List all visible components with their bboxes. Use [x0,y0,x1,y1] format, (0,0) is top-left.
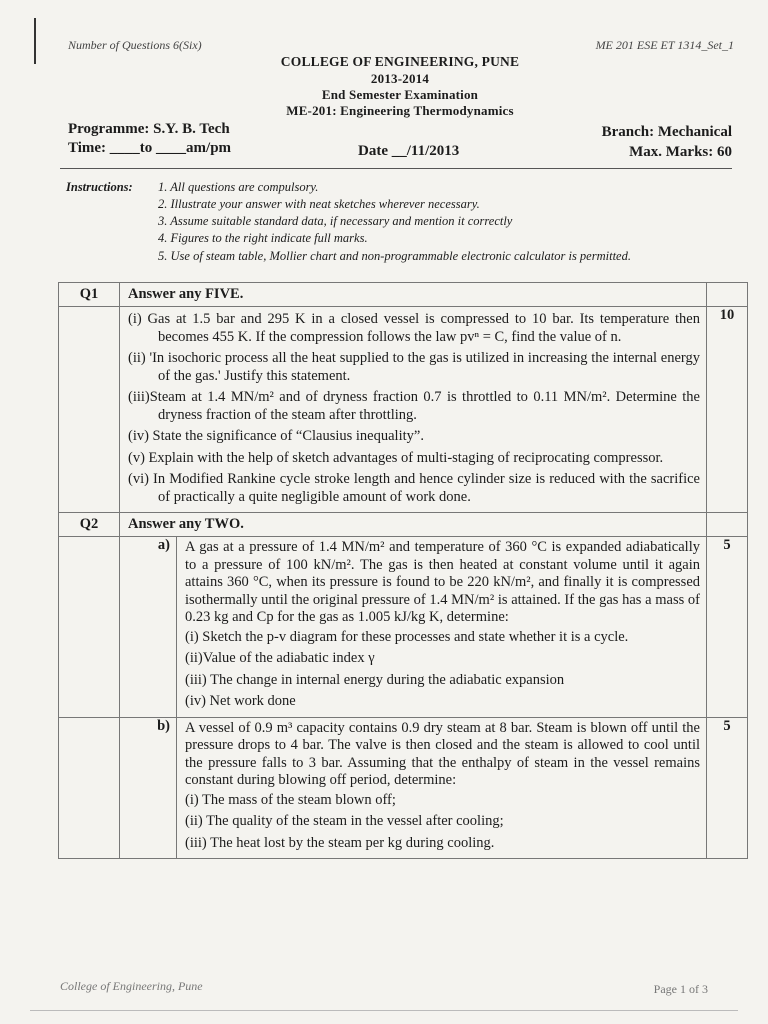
q1-item: (ii) 'In isochoric process all the heat supplied to the gas is utilized in increasing the internal energy of the gas.' Justify this statement. [128,350,700,384]
q2b-row [59,717,748,859]
question-count: Number of Questions 6(Six) [68,38,202,52]
instruction-item: 1. All questions are compulsory. [158,180,319,194]
q2a-item: (i) Sketch the p-v diagram for these processes and state whether it is a cycle. [185,628,629,645]
q1-item: (v) Explain with the help of sketch advantages of multi-staging of reciprocating compressor. [128,449,664,466]
page-number: Page 1 of 3 [653,982,708,996]
course-title: ME-201: Engineering Thermodynamics [286,103,514,118]
q1-body-row [59,307,748,513]
exam-name: End Semester Examination [321,87,479,102]
q1-item: (iv) State the significance of “Clausius inequality”. [128,428,424,444]
instruction-item: 4. Figures to the right indicate full marks. [158,231,368,245]
q2a-marks: 5 [707,537,748,718]
academic-year: 2013-2014 [370,71,430,86]
paper-code: ME 201 ESE ET 1314_Set_1 [595,38,734,52]
q2-header-row [59,513,748,537]
q2a-body [177,537,707,718]
q2a-text: A gas at a pressure of 1.4 MN/m² and temperature of 360 °C is expanded adiabatically to a pressure of 100 kN/m². The gas is then heated at constant volume until it again attains 360 °C, when its pressure is found to be 220 kN/m², and finally it is compressed isothermally until the original pressure of 1.4 MN/m² is attained. If the gas has a mass of 0.23 kg and Cp for the gas as 1.005 kJ/kg K, determine: [185,539,700,625]
footer-college: College of Engineering, Pune [60,979,203,993]
q2a-item: (ii)Value of the adiabatic index γ [185,650,375,666]
branch: Branch: Mechanical [601,124,732,140]
college-name: COLLEGE OF ENGINEERING, PUNE [280,54,520,69]
q2-label: Q2 [59,513,120,537]
exam-time: Time: ____to ____am/pm [68,140,232,156]
q1-items [120,307,707,513]
q2b-item: (i) The mass of the steam blown off; [185,791,396,808]
q2a-row [59,537,748,718]
q1-title: Answer any FIVE. [120,283,707,307]
q2a-label: a) [120,537,177,718]
q1-marks: 10 [707,307,748,513]
max-marks: Max. Marks: 60 [629,144,732,160]
instructions-label: Instructions: [66,180,133,194]
instruction-item: 5. Use of steam table, Mollier chart and non-programmable electronic calculator is permitted. [158,249,631,263]
q2a-item: (iii) The change in internal energy during the adiabatic expansion [185,671,565,688]
q1-item: (iii)Steam at 1.4 MN/m² and of dryness fraction 0.7 is throttled to 0.11 MN/m². Determine the dryness fraction of the steam after throttling. [128,389,700,423]
q1-item: (i) Gas at 1.5 bar and 295 K in a closed vessel is compressed to 10 bar. Its temperature then becomes 455 K. If the compression follows the law pvⁿ = C, find the value of n. [128,311,700,345]
q1-item: (vi) In Modified Rankine cycle stroke length and hence cylinder size is reduced with the sacrifice of practically a quite negligible amount of work done. [128,471,700,505]
q1-label: Q1 [59,283,120,307]
q2b-body [177,717,707,859]
q2b-item: (ii) The quality of the steam in the vessel after cooling; [185,813,504,829]
q2b-item: (iii) The heat lost by the steam per kg during cooling. [185,834,495,851]
instruction-item: 2. Illustrate your answer with neat sketches wherever necessary. [158,197,480,211]
exam-date: Date __/11/2013 [358,143,460,159]
q2-title: Answer any TWO. [120,513,707,537]
q2a-item: (iv) Net work done [185,693,296,709]
question-table [58,282,748,859]
q2b-text: A vessel of 0.9 m³ capacity contains 0.9 dry steam at 8 bar. Steam is blown off until the pressure drops to 4 bar. The valve is then closed and the steam is allowed to cool until the pressure falls to 3 bar. Assuming that the enthalpy of steam in the vessel remains constant during blowing off period, determine: [185,719,700,788]
q1-header-row [59,283,748,307]
q2b-label: b) [120,717,177,859]
instruction-item: 3. Assume suitable standard data, if necessary and mention it correctly [158,214,513,228]
header-divider [60,168,732,169]
q2b-marks: 5 [707,717,748,859]
programme: Programme: S.Y. B. Tech [68,121,230,137]
bottom-edge [30,1010,738,1011]
